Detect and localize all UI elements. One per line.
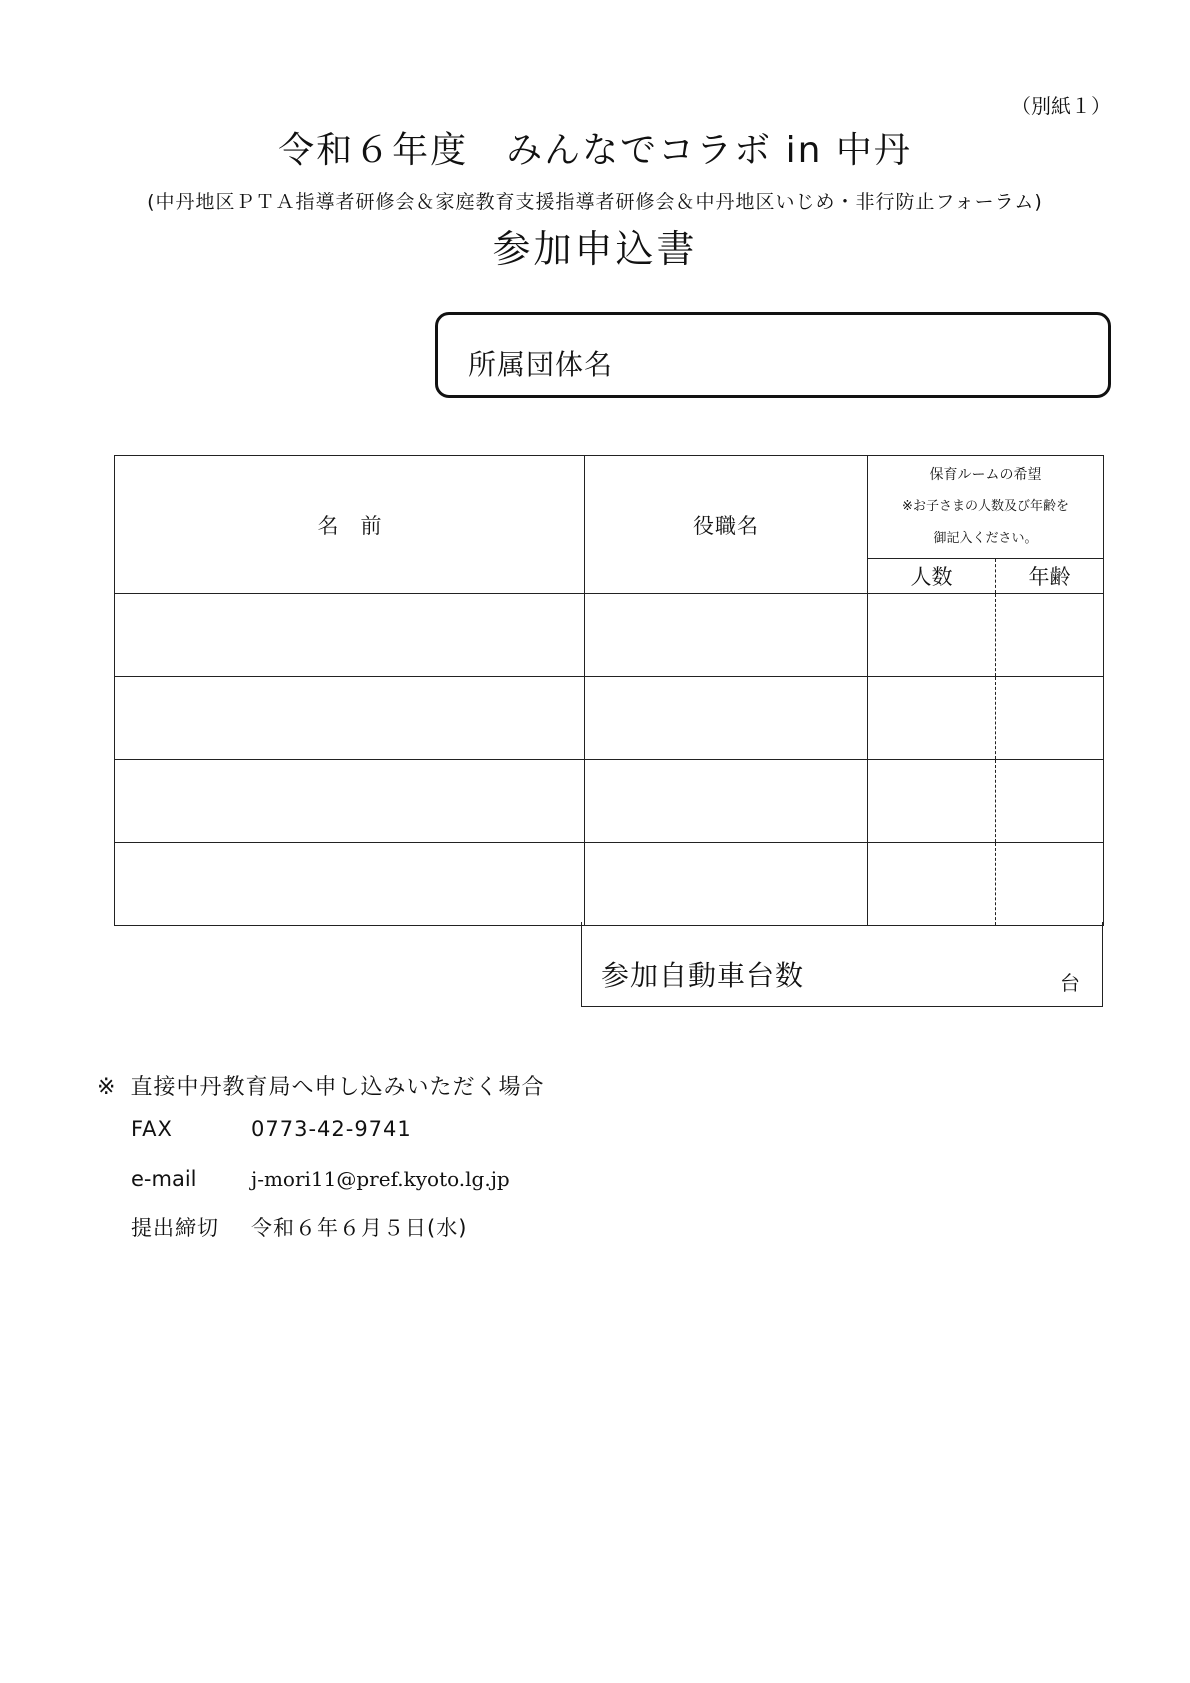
deadline-label: 提出締切 bbox=[131, 1216, 219, 1240]
event-subtitle: (中丹地区ＰＴＡ指導者研修会＆家庭教育支援指導者研修会＆中丹地区いじめ・非行防止フォーラム) bbox=[147, 191, 1043, 213]
child-age-cell[interactable] bbox=[996, 843, 1104, 926]
column-header-childcare bbox=[868, 456, 1104, 559]
fax-row bbox=[131, 1117, 412, 1141]
note-text: 直接中丹教育局へ申し込みいただく場合 bbox=[130, 1075, 545, 1100]
form-title: 参加申込書 bbox=[492, 227, 698, 271]
table-row bbox=[115, 760, 1104, 843]
name-cell[interactable] bbox=[115, 677, 585, 760]
position-cell[interactable] bbox=[585, 843, 868, 926]
child-count-cell[interactable] bbox=[868, 677, 996, 760]
email-label: e-mail bbox=[131, 1167, 197, 1191]
table-row bbox=[115, 594, 1104, 677]
table-header-row bbox=[115, 456, 1104, 559]
name-cell[interactable] bbox=[115, 760, 585, 843]
name-cell[interactable] bbox=[115, 594, 585, 677]
child-age-cell[interactable] bbox=[996, 677, 1104, 760]
position-cell[interactable] bbox=[585, 594, 868, 677]
deadline-row bbox=[131, 1212, 467, 1242]
childcare-note-line-2: 御記入ください。 bbox=[933, 531, 1038, 546]
column-header-position: 役職名 bbox=[585, 456, 868, 594]
car-count-field[interactable] bbox=[581, 922, 1103, 1007]
table-row bbox=[115, 677, 1104, 760]
table-row bbox=[115, 843, 1104, 926]
car-count-label: 参加自動車台数 bbox=[601, 959, 805, 992]
event-title: 令和６年度 みんなでコラボ in 中丹 bbox=[278, 130, 912, 171]
organization-name-label: 所属団体名 bbox=[468, 348, 614, 381]
participant-table bbox=[114, 455, 1104, 926]
child-count-cell[interactable] bbox=[868, 843, 996, 926]
childcare-title: 保育ルームの希望 bbox=[929, 467, 1042, 483]
name-cell[interactable] bbox=[115, 843, 585, 926]
organization-name-field[interactable] bbox=[435, 312, 1111, 398]
child-count-cell[interactable] bbox=[868, 594, 996, 677]
column-header-child-count: 人数 bbox=[868, 559, 996, 594]
car-count-unit: 台 bbox=[1060, 971, 1080, 995]
child-age-cell[interactable] bbox=[996, 760, 1104, 843]
deadline-date: 令和６年６月５日(水) bbox=[251, 1216, 468, 1240]
email-row bbox=[131, 1167, 510, 1191]
attachment-label: （別紙１） bbox=[1011, 94, 1111, 118]
childcare-note-line-1: ※お子さまの人数及び年齢を bbox=[902, 499, 1069, 514]
child-count-cell[interactable] bbox=[868, 760, 996, 843]
note-mark: ※ bbox=[97, 1075, 117, 1100]
column-header-child-age: 年齢 bbox=[996, 559, 1104, 594]
email-address: j-mori11@pref.kyoto.lg.jp bbox=[251, 1167, 510, 1191]
column-header-name: 名前 bbox=[115, 456, 585, 594]
fax-label: FAX bbox=[131, 1117, 173, 1141]
position-cell[interactable] bbox=[585, 760, 868, 843]
child-age-cell[interactable] bbox=[996, 594, 1104, 677]
direct-application-note bbox=[97, 1070, 544, 1101]
position-cell[interactable] bbox=[585, 677, 868, 760]
fax-number: 0773-42-9741 bbox=[251, 1117, 412, 1141]
